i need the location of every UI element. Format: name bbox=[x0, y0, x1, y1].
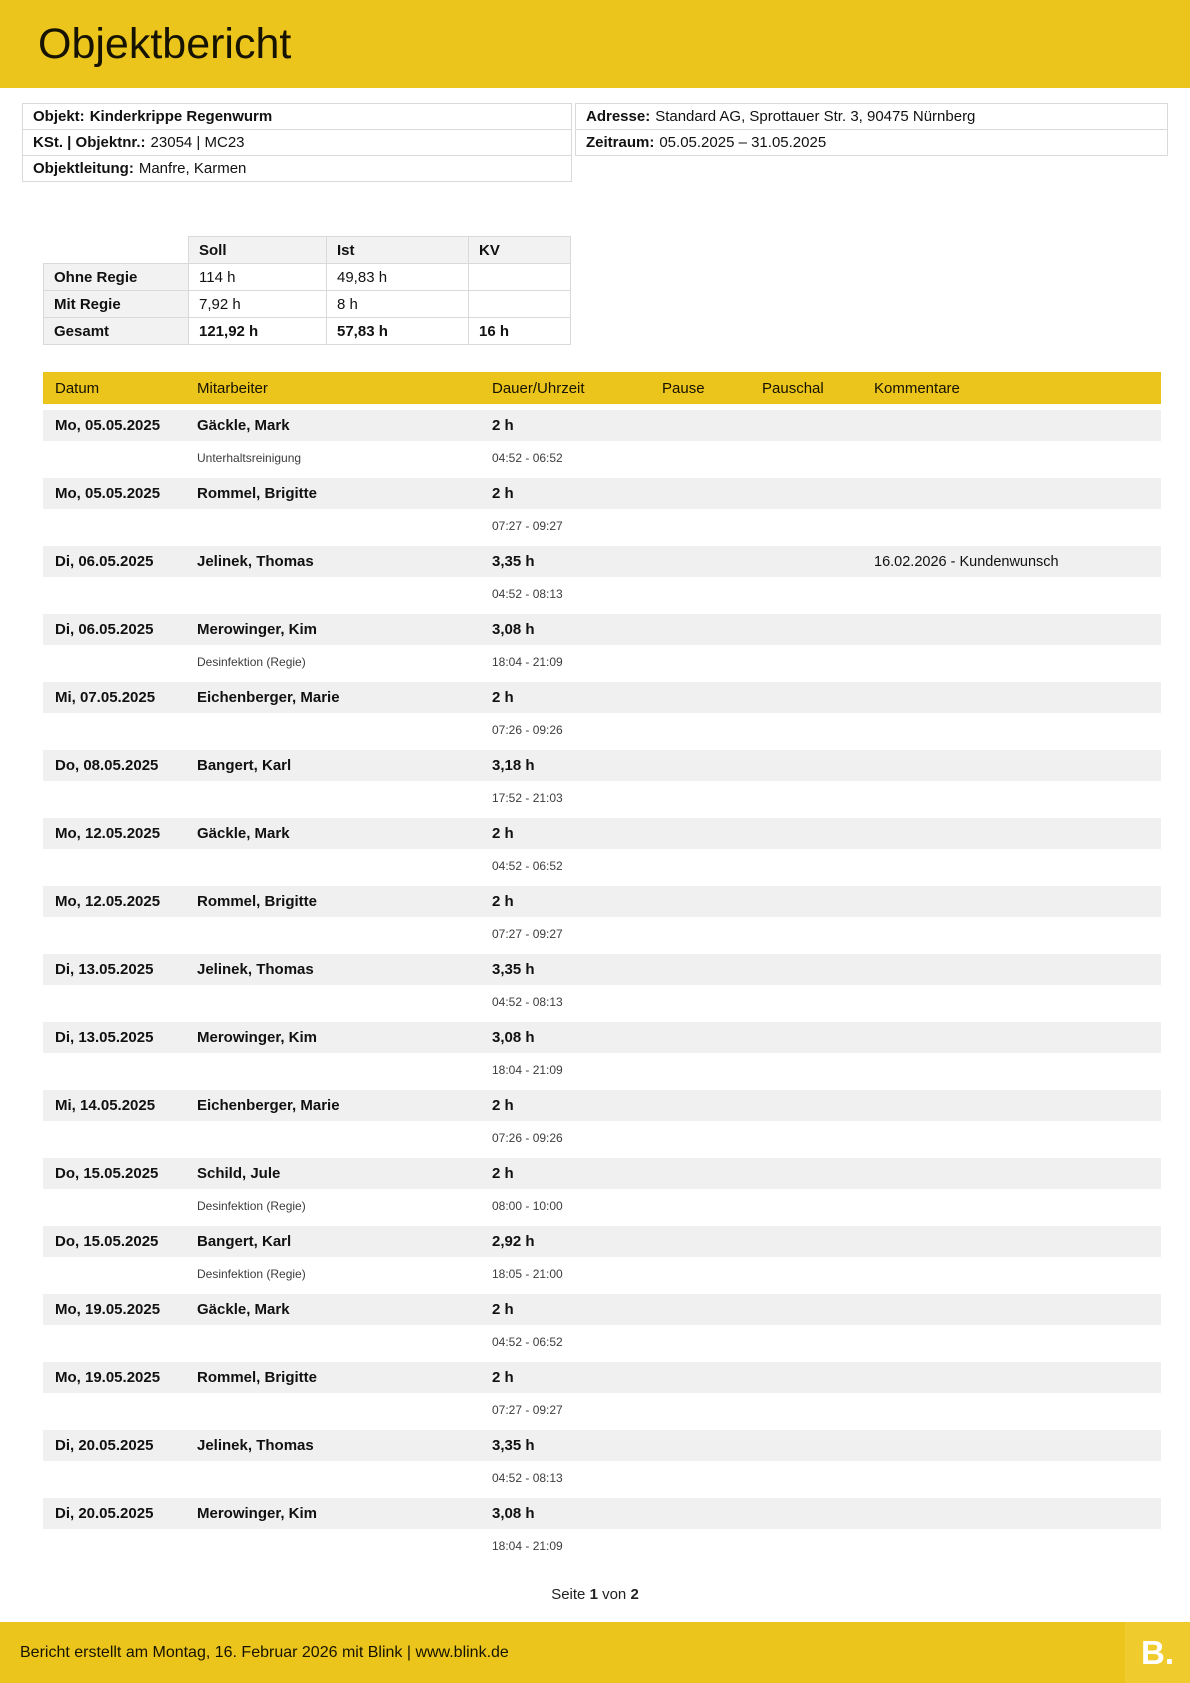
summary-value-cell: 49,83 h bbox=[327, 264, 469, 291]
entry-comment: 16.02.2026 - Kundenwunsch bbox=[874, 553, 1059, 570]
entry-time-range: 04:52 - 08:13 bbox=[492, 1470, 563, 1485]
worklog-col-header: Pause bbox=[662, 379, 705, 397]
entry-duration: 2 h bbox=[492, 1097, 514, 1114]
footer-generated-text: Bericht erstellt am Montag, 16. Februar 2026 mit Blink | www.blink.de bbox=[20, 1643, 509, 1661]
entry-duration: 2 h bbox=[492, 417, 514, 434]
entry-time-range: 18:04 - 21:09 bbox=[492, 1538, 563, 1553]
entry-date: Mo, 12.05.2025 bbox=[55, 893, 161, 910]
entry-employee: Gäckle, Mark bbox=[197, 825, 290, 842]
summary-value-cell bbox=[469, 264, 571, 291]
entry-date: Mo, 19.05.2025 bbox=[55, 1369, 161, 1386]
entry-duration: 2 h bbox=[492, 893, 514, 910]
summary-corner-cell bbox=[44, 237, 189, 264]
summary-row-label: Gesamt bbox=[44, 318, 189, 345]
worklog-col-header: Pauschal bbox=[762, 379, 824, 397]
worklog-entry-subrow bbox=[43, 441, 1161, 474]
page-indicator bbox=[0, 1586, 1190, 1603]
worklog-entry-row bbox=[43, 478, 1161, 509]
summary-value-cell: 57,83 h bbox=[327, 318, 469, 345]
worklog-entry-row bbox=[43, 886, 1161, 917]
entry-employee: Eichenberger, Marie bbox=[197, 1097, 340, 1114]
entry-duration: 3,08 h bbox=[492, 1505, 535, 1522]
entry-duration: 2,92 h bbox=[492, 1233, 535, 1250]
entry-employee: Jelinek, Thomas bbox=[197, 961, 314, 978]
worklog-entry-row bbox=[43, 954, 1161, 985]
worklog-entry-row bbox=[43, 1430, 1161, 1461]
object-info-right-column bbox=[575, 103, 1168, 156]
worklog-entry-row bbox=[43, 1022, 1161, 1053]
entry-date: Di, 20.05.2025 bbox=[55, 1505, 154, 1522]
page-indicator-prefix: Seite bbox=[551, 1586, 586, 1603]
entry-date: Mo, 05.05.2025 bbox=[55, 485, 161, 502]
entry-time-range: 17:52 - 21:03 bbox=[492, 790, 563, 805]
summary-row-label: Ohne Regie bbox=[44, 264, 189, 291]
page-indicator-current: 1 bbox=[589, 1586, 598, 1603]
entry-time-range: 07:27 - 09:27 bbox=[492, 518, 563, 533]
info-field bbox=[22, 103, 572, 130]
worklog-entry-subrow bbox=[43, 577, 1161, 610]
worklog-entry-row bbox=[43, 614, 1161, 645]
entry-employee: Schild, Jule bbox=[197, 1165, 281, 1182]
worklog-header-row bbox=[43, 372, 1161, 404]
info-field-label: Objektleitung: bbox=[33, 160, 134, 177]
entry-employee: Rommel, Brigitte bbox=[197, 893, 318, 910]
worklog-col-header: Kommentare bbox=[874, 379, 960, 397]
summary-row bbox=[44, 318, 571, 345]
entry-date: Di, 06.05.2025 bbox=[55, 553, 154, 570]
worklog-body bbox=[43, 410, 1161, 1562]
entry-date: Mo, 12.05.2025 bbox=[55, 825, 161, 842]
entry-duration: 3,35 h bbox=[492, 553, 535, 570]
entry-duration: 2 h bbox=[492, 1165, 514, 1182]
worklog-entry-row bbox=[43, 1294, 1161, 1325]
worklog-entry-row bbox=[43, 750, 1161, 781]
worklog-entry-row bbox=[43, 546, 1161, 577]
summary-col-header: KV bbox=[469, 237, 571, 264]
entry-date: Do, 08.05.2025 bbox=[55, 757, 159, 774]
summary-value-cell: 16 h bbox=[469, 318, 571, 345]
entry-date: Do, 15.05.2025 bbox=[55, 1165, 159, 1182]
entry-employee: Eichenberger, Marie bbox=[197, 689, 340, 706]
worklog-entry-subrow bbox=[43, 1189, 1161, 1222]
summary-col-header: Ist bbox=[327, 237, 469, 264]
info-field-value: Kinderkrippe Regenwurm bbox=[89, 108, 273, 125]
info-field-value: 23054 | MC23 bbox=[150, 134, 245, 151]
entry-duration: 3,08 h bbox=[492, 1029, 535, 1046]
entry-task: Desinfektion (Regie) bbox=[197, 654, 306, 669]
worklog-entry-row bbox=[43, 1226, 1161, 1257]
entry-time-range: 18:04 - 21:09 bbox=[492, 654, 563, 669]
worklog-entry-row bbox=[43, 1158, 1161, 1189]
worklog-entry-subrow bbox=[43, 917, 1161, 950]
blink-logo: B. bbox=[1141, 1634, 1174, 1671]
summary-value-cell: 114 h bbox=[189, 264, 327, 291]
page-indicator-total: 2 bbox=[630, 1586, 639, 1603]
worklog-entry-subrow bbox=[43, 1121, 1161, 1154]
entry-employee: Merowinger, Kim bbox=[197, 621, 318, 638]
entry-time-range: 04:52 - 06:52 bbox=[492, 858, 563, 873]
entry-task: Desinfektion (Regie) bbox=[197, 1198, 306, 1213]
summary-row bbox=[44, 291, 571, 318]
entry-time-range: 04:52 - 08:13 bbox=[492, 586, 563, 601]
worklog-entry-subrow bbox=[43, 1461, 1161, 1494]
worklog-entry-subrow bbox=[43, 1053, 1161, 1086]
worklog-entry-subrow bbox=[43, 781, 1161, 814]
info-field-value: Manfre, Karmen bbox=[138, 160, 247, 177]
entry-employee: Rommel, Brigitte bbox=[197, 485, 318, 502]
hours-summary-table bbox=[43, 236, 571, 345]
entry-duration: 2 h bbox=[492, 825, 514, 842]
entry-time-range: 18:04 - 21:09 bbox=[492, 1062, 563, 1077]
entry-employee: Jelinek, Thomas bbox=[197, 1437, 314, 1454]
entry-date: Mo, 05.05.2025 bbox=[55, 417, 161, 434]
entry-time-range: 18:05 - 21:00 bbox=[492, 1266, 563, 1281]
summary-row-label: Mit Regie bbox=[44, 291, 189, 318]
worklog-col-header: Datum bbox=[55, 379, 100, 397]
summary-col-header: Soll bbox=[189, 237, 327, 264]
info-field-value: 05.05.2025 – 31.05.2025 bbox=[659, 134, 827, 151]
entry-employee: Bangert, Karl bbox=[197, 757, 292, 774]
worklog-entry-subrow bbox=[43, 985, 1161, 1018]
entry-time-range: 04:52 - 08:13 bbox=[492, 994, 563, 1009]
summary-row bbox=[44, 264, 571, 291]
entry-time-range: 07:26 - 09:26 bbox=[492, 722, 563, 737]
info-field-label: Objekt: bbox=[33, 108, 85, 125]
entry-employee: Merowinger, Kim bbox=[197, 1505, 318, 1522]
info-field-label: KSt. | Objektnr.: bbox=[33, 134, 146, 151]
entry-employee: Jelinek, Thomas bbox=[197, 553, 314, 570]
worklog-entry-row bbox=[43, 682, 1161, 713]
worklog-entry-subrow bbox=[43, 1325, 1161, 1358]
info-field bbox=[575, 103, 1168, 130]
entry-time-range: 07:27 - 09:27 bbox=[492, 1402, 563, 1417]
entry-date: Mi, 07.05.2025 bbox=[55, 689, 156, 706]
summary-value-cell bbox=[469, 291, 571, 318]
entry-task: Unterhaltsreinigung bbox=[197, 450, 302, 465]
worklog-entry-row bbox=[43, 1362, 1161, 1393]
worklog-entry-subrow bbox=[43, 713, 1161, 746]
blink-logo-square bbox=[1125, 1622, 1190, 1683]
summary-value-cell: 7,92 h bbox=[189, 291, 327, 318]
entry-duration: 3,35 h bbox=[492, 1437, 535, 1454]
entry-employee: Gäckle, Mark bbox=[197, 1301, 290, 1318]
summary-value-cell: 121,92 h bbox=[189, 318, 327, 345]
entry-duration: 2 h bbox=[492, 1369, 514, 1386]
info-field bbox=[575, 129, 1168, 156]
worklog-entry-subrow bbox=[43, 1257, 1161, 1290]
report-footer-band bbox=[0, 1622, 1190, 1683]
entry-time-range: 04:52 - 06:52 bbox=[492, 450, 563, 465]
entry-date: Do, 15.05.2025 bbox=[55, 1233, 159, 1250]
summary-header-row bbox=[44, 237, 571, 264]
entry-employee: Rommel, Brigitte bbox=[197, 1369, 318, 1386]
entry-duration: 2 h bbox=[492, 689, 514, 706]
entry-duration: 3,18 h bbox=[492, 757, 535, 774]
worklog-entry-subrow bbox=[43, 1529, 1161, 1562]
worklog-entry-row bbox=[43, 818, 1161, 849]
object-info bbox=[22, 103, 1190, 182]
worklog-entry-row bbox=[43, 1498, 1161, 1529]
entry-date: Di, 13.05.2025 bbox=[55, 1029, 154, 1046]
worklog-entry-row bbox=[43, 410, 1161, 441]
entry-task: Desinfektion (Regie) bbox=[197, 1266, 306, 1281]
info-field bbox=[22, 155, 572, 182]
entry-duration: 2 h bbox=[492, 1301, 514, 1318]
info-field-label: Adresse: bbox=[586, 108, 651, 125]
entry-date: Di, 13.05.2025 bbox=[55, 961, 154, 978]
entry-duration: 3,08 h bbox=[492, 621, 535, 638]
entry-time-range: 04:52 - 06:52 bbox=[492, 1334, 563, 1349]
report-header-band bbox=[0, 0, 1190, 88]
worklog-entry-subrow bbox=[43, 849, 1161, 882]
info-field-label: Zeitraum: bbox=[586, 134, 655, 151]
worklog-col-header: Mitarbeiter bbox=[197, 379, 268, 397]
entry-date: Di, 06.05.2025 bbox=[55, 621, 154, 638]
worklog-entry-subrow bbox=[43, 509, 1161, 542]
worklog-entry-subrow bbox=[43, 645, 1161, 678]
entry-duration: 3,35 h bbox=[492, 961, 535, 978]
page-title: Objektbericht bbox=[38, 19, 292, 68]
info-field bbox=[22, 129, 572, 156]
entry-duration: 2 h bbox=[492, 485, 514, 502]
entry-time-range: 07:26 - 09:26 bbox=[492, 1130, 563, 1145]
entry-date: Mi, 14.05.2025 bbox=[55, 1097, 156, 1114]
entry-date: Mo, 19.05.2025 bbox=[55, 1301, 161, 1318]
page-indicator-separator: von bbox=[602, 1586, 627, 1603]
worklog-col-header: Dauer/Uhrzeit bbox=[492, 379, 585, 397]
worklog-entry-row bbox=[43, 1090, 1161, 1121]
entry-employee: Gäckle, Mark bbox=[197, 417, 290, 434]
entry-time-range: 08:00 - 10:00 bbox=[492, 1198, 563, 1213]
info-field-value: Standard AG, Sprottauer Str. 3, 90475 Nürnberg bbox=[655, 108, 976, 125]
object-info-left-column bbox=[22, 103, 572, 182]
entry-time-range: 07:27 - 09:27 bbox=[492, 926, 563, 941]
entry-employee: Merowinger, Kim bbox=[197, 1029, 318, 1046]
summary-value-cell: 8 h bbox=[327, 291, 469, 318]
entry-date: Di, 20.05.2025 bbox=[55, 1437, 154, 1454]
worklog-entry-subrow bbox=[43, 1393, 1161, 1426]
entry-employee: Bangert, Karl bbox=[197, 1233, 292, 1250]
worklog-table bbox=[43, 372, 1161, 1562]
